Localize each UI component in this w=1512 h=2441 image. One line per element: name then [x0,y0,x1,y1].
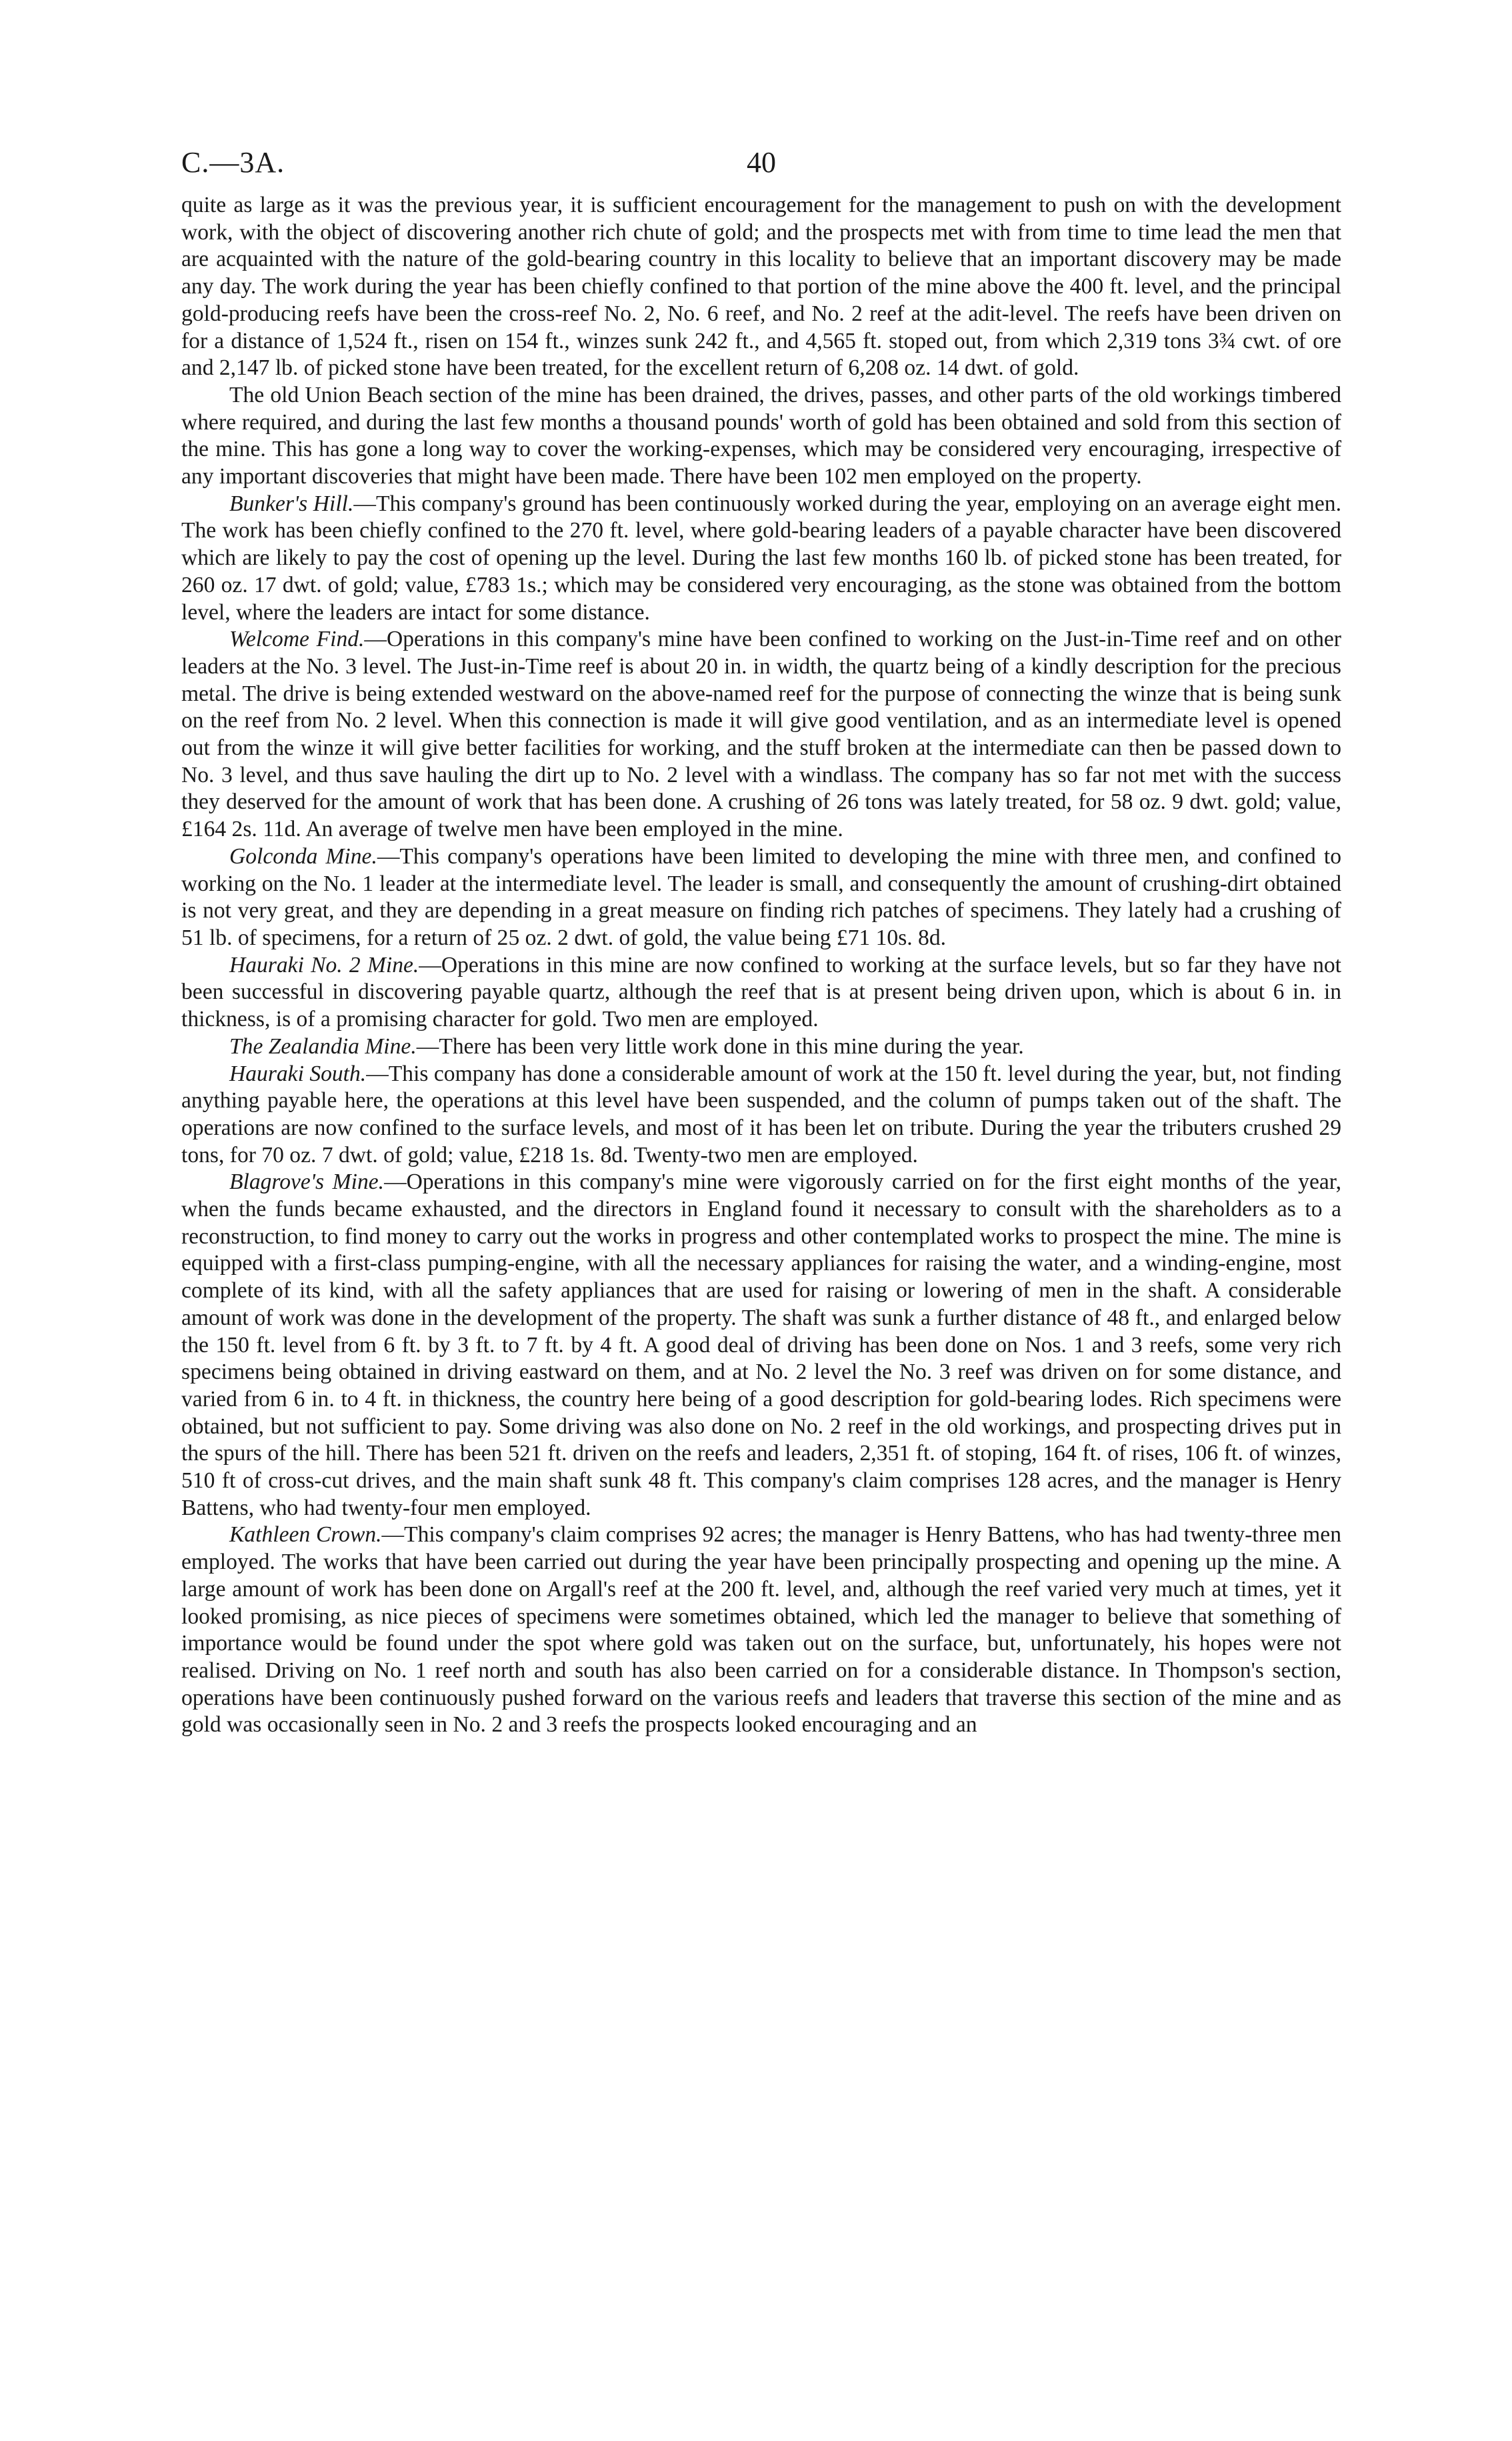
document-reference: C.—3A. [181,146,285,179]
paragraph-kathleen-crown [181,1522,1341,1739]
mine-name: Kathleen Crown. [229,1522,382,1548]
page-header [181,145,1341,192]
mine-name: Hauraki South. [229,1061,367,1086]
paragraph-waihi-continued [181,192,1341,382]
paragraph-text: —This company's claim comprises 92 acres; the manager is Henry Battens, who has had twenty-three men employed. The works that have been carried out during the year have been principally prospecting and opening up the mine. A large amount of work has been done on Argall's reef at the 200 ft. level, and, although the reef varied very much at times, yet it looked promising, as nice pieces of specimens were sometimes obtained, which led the manager to believe that something of importance would be found under the spot where gold was taken out on the surface, but, unfortunately, his hopes were not realised. Driving on No. 1 reef north and south has also been carried on for a considerable distance. In Thompson's section, operations have been continuously pushed forward on the various reefs and leaders that traverse this section of the mine and as gold was occasionally seen in No. 2 and 3 reefs the prospects looked encouraging and an [181,1522,1341,1738]
paragraph-text: —There has been very little work done in this mine during the year. [416,1033,1024,1059]
document-page [181,145,1341,1739]
page-number: 40 [747,146,776,179]
paragraph-bunkers-hill [181,491,1341,627]
mine-name: Welcome Find. [229,627,365,652]
paragraph-blagroves-mine [181,1169,1341,1522]
paragraph-hauraki-south [181,1061,1341,1169]
mine-name: Golconda Mine. [229,843,377,869]
paragraph-text: —This company's ground has been continuously worked during the year, employing on an average eight men. The work has been chiefly confined to the 270 ft. level, where gold-bearing leaders of a payable character have been discovered which are likely to pay the cost of opening up the level. During the last few months 160 lb. of picked stone has been treated, for 260 oz. 17 dwt. of gold; value, £783 1s.; which may be considered very encouraging, as the stone was obtained from the bottom level, where the leaders are intact for some distance. [181,491,1341,625]
mine-name: Bunker's Hill. [229,491,354,516]
mine-name: Hauraki No. 2 Mine. [229,952,419,977]
paragraph-text: —Operations in this mine are now confined to working at the surface levels, but so far they have not been successful in discovering payable quartz, although the reef that is at present being driven upon, which is about 6 in. in thickness, is of a promising character for gold. Two men are employed. [181,952,1341,1032]
paragraph-zealandia-mine [181,1033,1341,1061]
paragraph-text: quite as large as it was the previous year, it is sufficient encouragement for the management to push on with the development work, with the object of discovering another rich chute of gold; and the prospects met with from time to time lead the men that are acquainted with the nature of the gold-bearing country in this locality to believe that an important discovery may be made any day. The work during the year has been chiefly confined to that portion of the mine above the 400 ft. level, and the principal gold-producing reefs have been the cross-reef No. 2, No. 6 reef, and No. 2 reef at the adit-level. The reefs have been driven on for a distance of 1,524 ft., risen on 154 ft., winzes sunk 242 ft., and 4,565 ft. stoped out, from which 2,319 tons 3¾ cwt. of ore and 2,147 lb. of picked stone have been treated, for the excellent return of 6,208 oz. 14 dwt. of gold. [181,193,1341,381]
paragraph-welcome-find [181,626,1341,843]
mine-name: The Zealandia Mine. [229,1033,417,1059]
paragraph-text: —This company's operations have been limited to developing the mine with three men, and confined to working on the No. 1 leader at the intermediate level. The leader is small, and consequently the amount of crushing-dirt obtained is not very great, and they are depending in a great measure on finding rich patches of specimens. They lately had a crushing of 51 lb. of specimens, for a return of 25 oz. 2 dwt. of gold, the value being £71 10s. 8d. [181,843,1341,950]
mine-name: Blagrove's Mine. [229,1169,385,1195]
paragraph-hauraki-no2 [181,952,1341,1033]
paragraph-text: —Operations in this company's mine were vigorously carried on for the first eight months of the year, when the funds became exhausted, and the directors in England found it necessary to consult with the shareholders as to a reconstruction, to find money to carry out the works in progress and other contemplated works to prospect the mine. The mine is equipped with a first-class pumping-engine, with all the necessary appliances for raising the water, and a winding-engine, most complete of its kind, with all the safety appliances that are used for raising or lowering of men in the shaft. A considerable amount of work was done in the development of the property. The shaft was sunk a further distance of 48 ft., and enlarged below the 150 ft. level from 6 ft. by 3 ft. to 7 ft. by 4 ft. A good deal of driving has been done on Nos. 1 and 3 reefs, some very rich specimens being obtained in driving eastward on them, and at No. 2 level the No. 3 reef was driven on for some distance, and varied from 6 in. to 4 ft. in thickness, the country here being of a good description for gold-bearing lodes. Rich specimens were obtained, but not sufficient to pay. Some driving was also done on No. 2 reef in the old workings, and prospecting drives put in the spurs of the hill. There has been 521 ft. driven on the reefs and leaders, 2,351 ft. of stoping, 164 ft. of rises, 106 ft. of winzes, 510 ft of cross-cut drives, and the main shaft sunk 48 ft. This company's claim comprises 128 acres, and the manager is Henry Battens, who had twenty-four men employed. [181,1169,1341,1520]
paragraph-text: —Operations in this company's mine have been confined to working on the Just-in-Time reef and on other leaders at the No. 3 level. The Just-in-Time reef is about 20 in. in width, the quartz being of a kindly description for the precious metal. The drive is being extended westward on the above-named reef for the purpose of connecting the winze that is being sunk on the reef from No. 2 level. When this connection is made it will give good ventilation, and as an intermediate level is opened out from the winze it will give better facilities for working, and the stuff broken at the intermediate can then be passed down to No. 3 level, and thus save hauling the dirt up to No. 2 level with a windlass. The company has so far not met with the success they deserved for the amount of work that has been done. A crushing of 26 tons was lately treated, for 58 oz. 9 dwt. gold; value, £164 2s. 11d. An average of twelve men have been employed in the mine. [181,627,1341,842]
report-body [181,192,1341,1739]
paragraph-text: —This company has done a considerable amount of work at the 150 ft. level during the year, but, not finding anything payable here, the operations at this level have been suspended, and the column of pumps taken out of the shaft. The operations are now confined to the surface levels, and most of it has been let on tribute. During the year the tributers crushed 29 tons, for 70 oz. 7 dwt. of gold; value, £218 1s. 8d. Twenty-two men are employed. [181,1061,1341,1167]
paragraph-text: The old Union Beach section of the mine has been drained, the drives, passes, and other parts of the old workings timbered where required, and during the last few months a thousand pounds' worth of gold has been obtained and sold from this section of the mine. This has gone a long way to cover the working-expenses, which may be considered very encouraging, irrespective of any important discoveries that might have been made. There have been 102 men employed on the property. [181,382,1341,489]
paragraph-golconda-mine [181,843,1341,952]
paragraph-union-beach [181,382,1341,491]
